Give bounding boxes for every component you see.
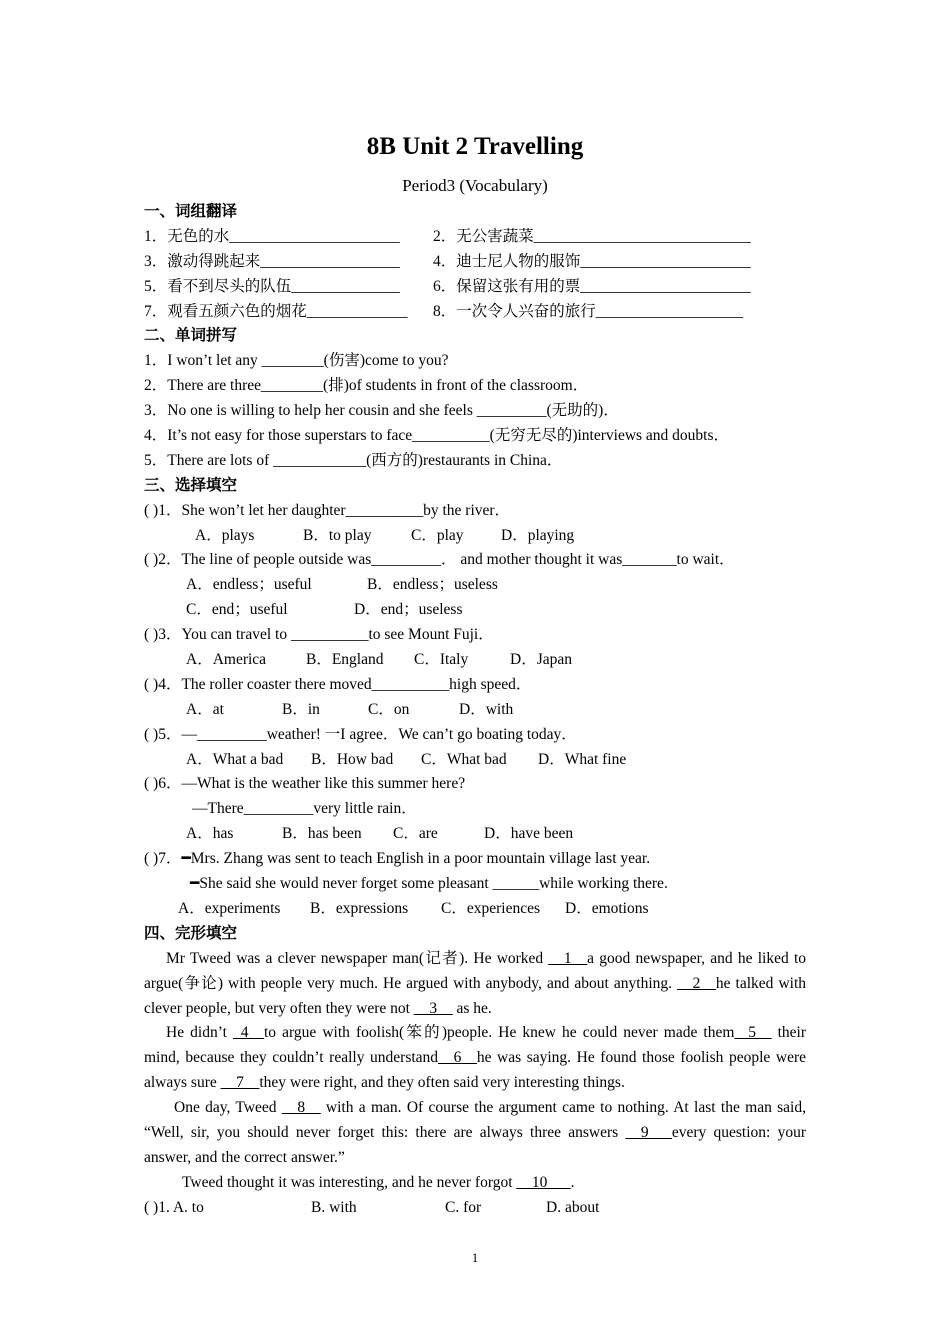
option: D．What fine	[538, 750, 627, 768]
option: C．end；useful	[186, 601, 288, 619]
option: B．to play	[303, 526, 372, 544]
section-heading: 一、词组翻译	[144, 203, 238, 220]
question-stem: ( )4．The roller coaster there moved__________high speed．	[144, 675, 532, 693]
option: D．have been	[484, 825, 574, 843]
option: C．experiences	[441, 899, 540, 917]
question-stem: ( )5．—_________weather! 一I agree．We can’t go boating today．	[144, 725, 577, 743]
option: C．are	[393, 825, 438, 843]
translation-row	[144, 250, 806, 275]
cloze-text: One day, Tweed	[174, 1099, 282, 1117]
question-options	[144, 822, 806, 847]
cloze-blank: _4__	[232, 1024, 264, 1042]
translation-item: 6．保留这张有用的票______________________	[433, 277, 751, 295]
cloze-question	[144, 1196, 806, 1221]
option: A．at	[186, 700, 224, 718]
translation-item: 8．一次令人兴奋的旅行___________________	[433, 302, 744, 320]
cloze-text: as he.	[452, 999, 492, 1017]
cloze-text: Mr Tweed was a clever newspaper man(记者). He worked	[166, 949, 549, 967]
translation-item: 2．无公害蔬菜____________________________	[433, 227, 751, 245]
question-line: ━She said she would never forget some pleasant ______while working there.	[190, 875, 668, 893]
translation-item: 5．看不到尽头的队伍______________	[144, 277, 400, 295]
cloze-text: He didn’t	[166, 1024, 233, 1042]
cloze-text: Tweed thought it was interesting, and he never forgot	[182, 1173, 517, 1191]
cloze-blank: __1__	[548, 949, 588, 967]
spelling-item: 1．I won’t let any ________(伤害)come to you?	[144, 352, 449, 370]
cloze-text: to argue with foolish(笨的)people. He knew he could never made them	[263, 1024, 735, 1042]
option: A．has	[186, 825, 234, 843]
spelling-item: 3．No one is willing to help her cousin and she feels _________(无助的)．	[144, 402, 619, 420]
option: B．endless；useless	[367, 576, 498, 594]
option: A．experiments	[178, 899, 281, 917]
document-subtitle: Period3 (Vocabulary)	[402, 176, 548, 195]
question-options	[144, 648, 806, 673]
option: A．plays	[195, 526, 255, 544]
cloze-text: he was saying. He found those foolish people were always sure	[144, 1049, 806, 1092]
translation-row	[144, 275, 806, 300]
cloze-text: .	[570, 1173, 575, 1191]
option: D．playing	[501, 526, 575, 544]
question-options	[144, 698, 806, 723]
question-line: —There_________very little rain．	[192, 800, 417, 818]
translation-item: 1．无色的水______________________	[144, 227, 400, 245]
page-number: 1	[471, 1250, 479, 1265]
translation-item: 4．迪士尼人物的服饰______________________	[433, 252, 751, 270]
option: D．Japan	[510, 651, 572, 669]
option: B．How bad	[311, 750, 394, 768]
document-body	[144, 200, 806, 1221]
cloze-paragraph	[144, 1171, 806, 1196]
section-heading: 四、完形填空	[144, 924, 238, 942]
cloze-blank: __9___	[625, 1124, 672, 1142]
option: B．England	[306, 651, 384, 669]
option: C．on	[368, 700, 410, 718]
option: D．emotions	[565, 899, 649, 917]
question-stem: ( )1. A. to	[144, 1198, 204, 1216]
question-options	[144, 524, 806, 549]
spelling-item: 5．There are lots of ____________(西方的)restaurants in China．	[144, 451, 563, 469]
spelling-item: 4．It’s not easy for those superstars to face__________(无穷无尽的)interviews and doubts．	[144, 427, 730, 445]
cloze-blank: __10___	[516, 1173, 571, 1191]
question-stem: ( )3．You can travel to __________to see Mount Fuji．	[144, 626, 494, 644]
translation-item: 7．观看五颜六色的烟花_____________	[144, 302, 408, 320]
cloze-text: they were right, and they often said very interesting things.	[259, 1074, 625, 1092]
cloze-text: every question: your answer, and the correct answer.”	[144, 1124, 806, 1166]
cloze-text: a good newspaper, and he liked to argue(争论) with people very much. He argued with anybody, and about anything.	[144, 949, 806, 992]
cloze-text: he talked with clever people, but very often they were not	[144, 974, 807, 1017]
question-options	[144, 598, 806, 623]
option: A．What a bad	[186, 750, 284, 768]
translation-row	[144, 300, 806, 325]
option: B．has been	[282, 825, 362, 843]
translation-item: 3．激动得跳起来__________________	[144, 252, 400, 270]
question-options	[144, 573, 806, 598]
option: C．What bad	[421, 750, 507, 768]
question-stem: ( )7．━Mrs. Zhang was sent to teach English in a poor mountain village last year.	[144, 850, 651, 868]
cloze-paragraph	[144, 947, 806, 1022]
cloze-blank: _ 5__	[734, 1024, 772, 1042]
option: D．end；useless	[354, 601, 463, 619]
document-title: 8B Unit 2 Travelling	[366, 133, 584, 160]
option: B．in	[282, 700, 320, 718]
cloze-blank: __2__	[677, 974, 716, 992]
cloze-blank: __7__	[220, 1074, 260, 1092]
option: B．expressions	[310, 899, 409, 917]
cloze-blank: __6__	[438, 1049, 477, 1067]
cloze-blank: __8__	[281, 1099, 321, 1117]
option: D. about	[546, 1198, 600, 1216]
question-stem: ( )6．—What is the weather like this summer here?	[144, 775, 466, 793]
question-options	[144, 748, 806, 773]
option: C. for	[445, 1198, 482, 1216]
option: A．America	[186, 651, 267, 669]
question-stem: ( )2．The line of people outside was_________． and mother thought it was_______to wait．	[144, 551, 735, 569]
option: C．Italy	[414, 651, 469, 669]
cloze-paragraph	[144, 1096, 806, 1171]
section-heading: 三、选择填空	[144, 476, 238, 494]
cloze-text: their mind, because they couldn’t really understand	[144, 1024, 807, 1067]
option: A．endless；useful	[186, 576, 312, 594]
question-options	[144, 897, 806, 922]
spelling-item: 2．There are three________(排)of students in front of the classroom．	[144, 377, 589, 395]
translation-row	[144, 225, 806, 250]
cloze-paragraph	[144, 1021, 806, 1096]
section-heading: 二、单词拼写	[144, 327, 238, 345]
option: C．play	[411, 526, 464, 544]
cloze-blank: __3__	[413, 999, 453, 1017]
question-stem: ( )1．She won’t let her daughter__________by the river．	[144, 501, 511, 519]
option: B. with	[311, 1198, 357, 1216]
option: D．with	[459, 700, 514, 718]
cloze-text: with a man. Of course the argument came to nothing. At last the man said, “Well, sir, you should never forget this: there are always three answers	[144, 1099, 806, 1142]
